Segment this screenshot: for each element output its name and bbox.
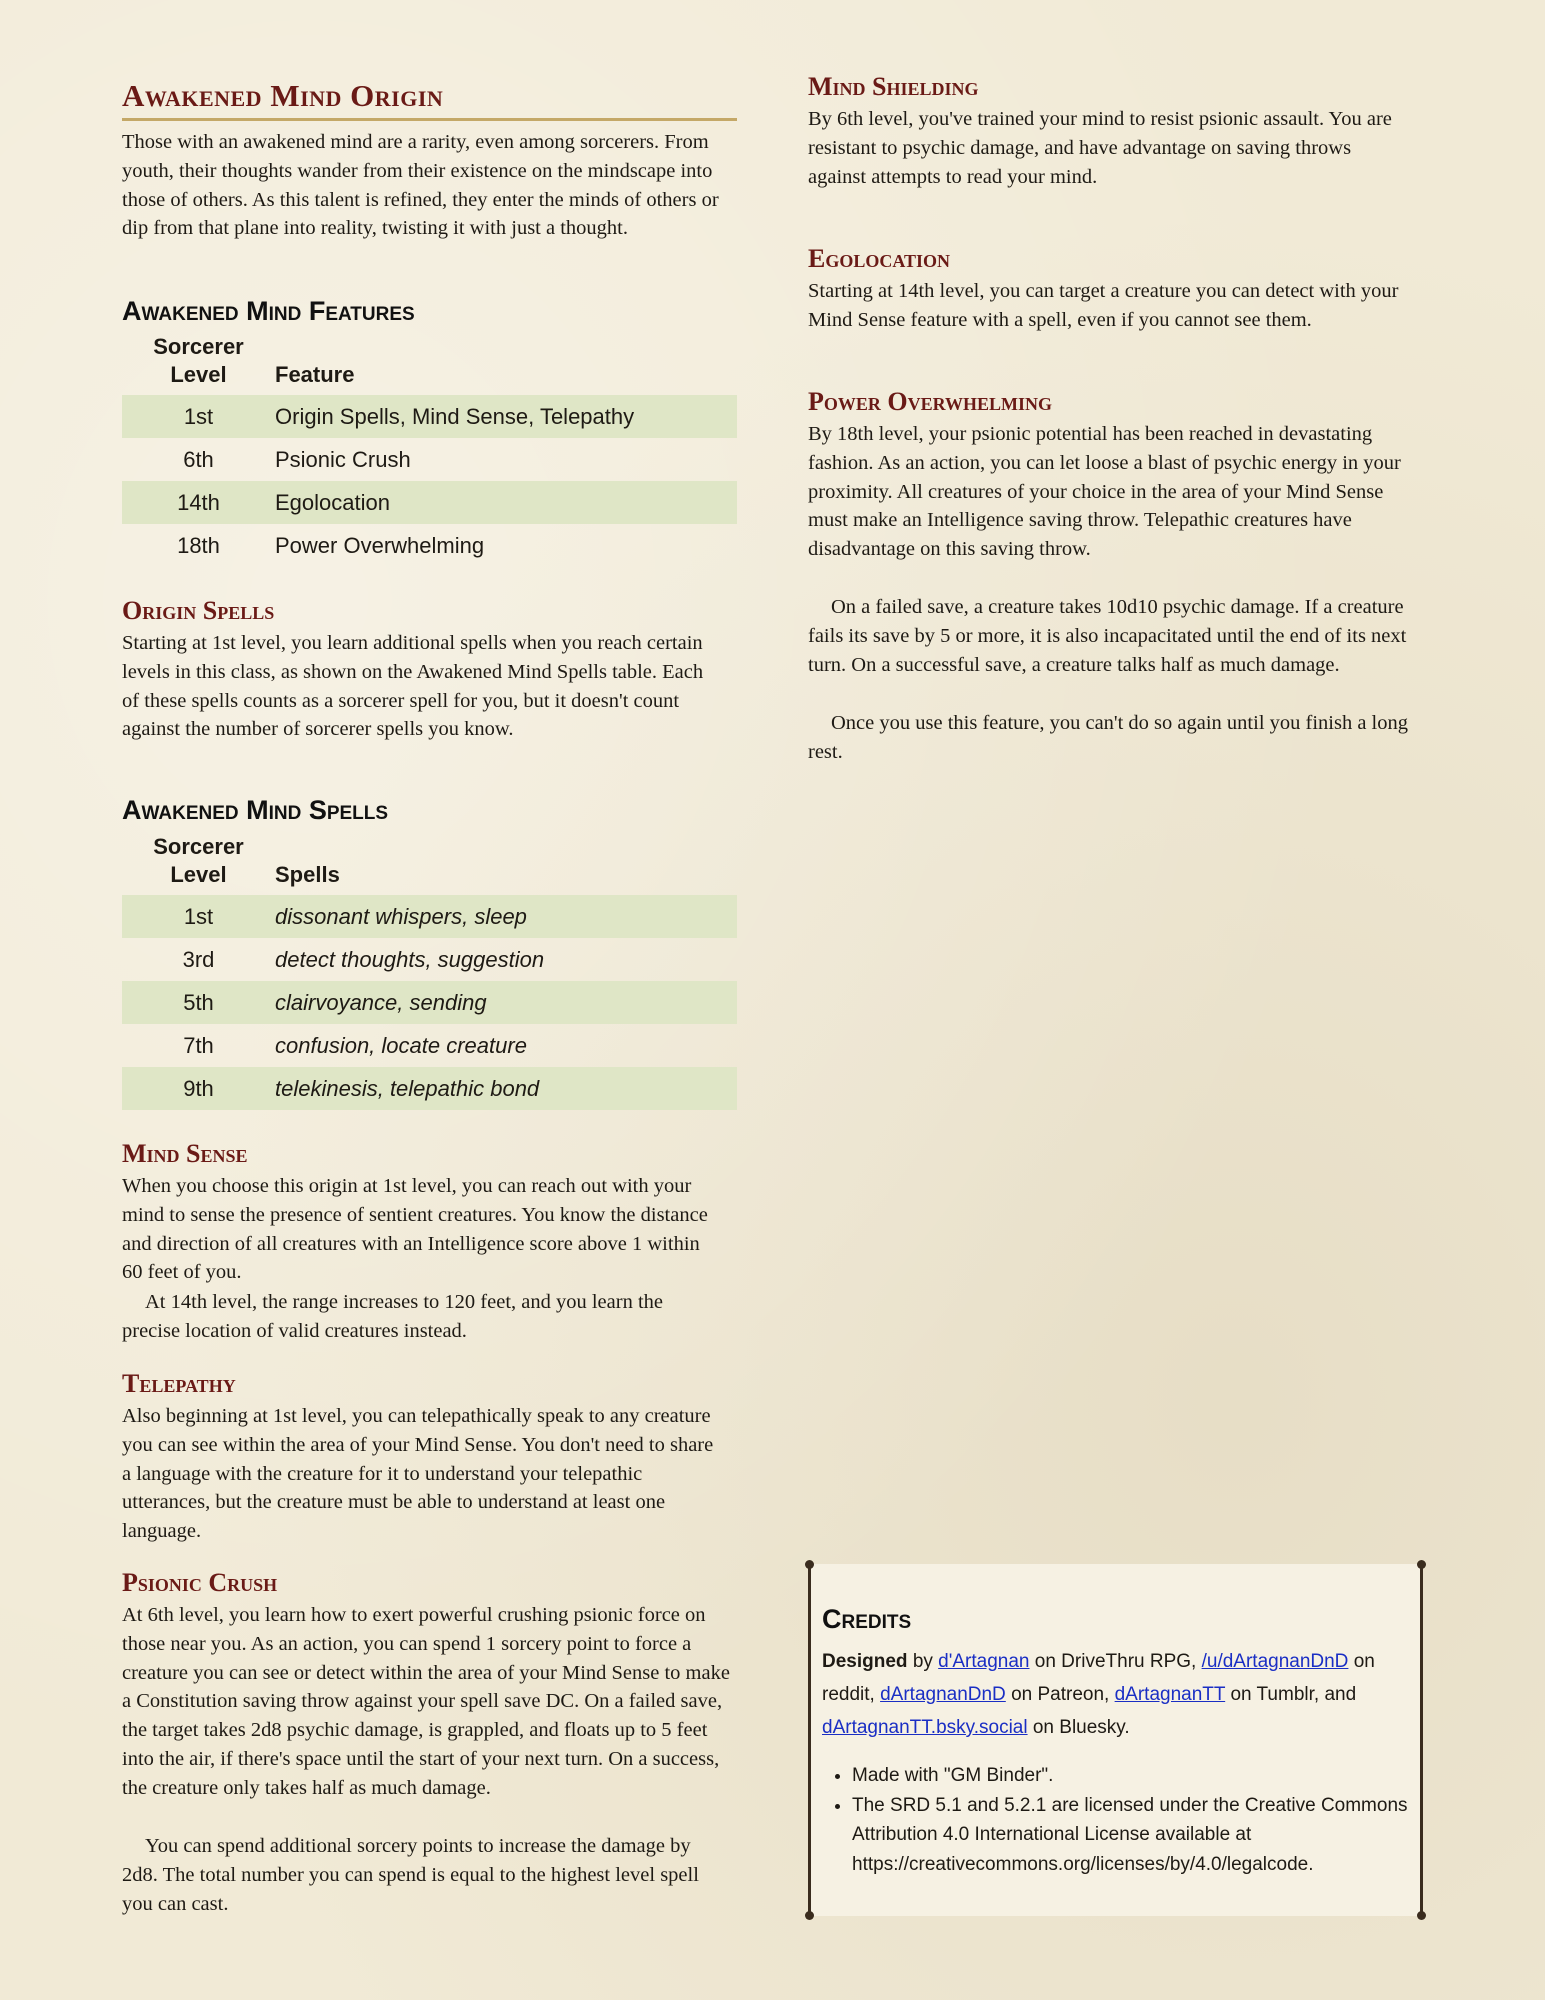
dartagnan-link[interactable]: d'Artagnan — [938, 1651, 1030, 1672]
table-row — [122, 395, 737, 438]
credits-text-span: on reddit, — [822, 1651, 1375, 1705]
credits-text-span: on Tumblr, — [1230, 1684, 1320, 1705]
egolocation-text: Starting at 14th level, you can target a creature you can detect with your Mind Sense feature with a spell, even if you cannot see them. — [808, 280, 1399, 331]
credits-list — [822, 1761, 1442, 1879]
rail-cap — [1417, 1560, 1426, 1569]
telepathy-text: Also beginning at 1st level, you can telepathically speak to any creature you can see within the area of your Mind Sense. You don't need to share a language with the creature for it to understand your telepathic utterances, but the creature must be able to understand at least one language. — [122, 1405, 714, 1543]
cell-level: 9th — [122, 1067, 275, 1110]
power-overwhelming-heading: Power Overwhelming — [808, 387, 1052, 416]
cell-spells: confusion, locate creature — [275, 1032, 527, 1058]
credits-text-span: and — [1324, 1684, 1357, 1705]
credits-left-rail — [808, 1564, 811, 1916]
mind-sense-text-2: At 14th level, the range increases to 120 feet, and you learn the precise location of valid creatures instead. — [122, 1291, 664, 1342]
cell-level: 1st — [122, 395, 275, 438]
cell-level: 14th — [122, 481, 275, 524]
col-header-feature: Feature — [275, 362, 355, 387]
egolocation-heading: Egolocation — [808, 244, 951, 273]
cell-spells: dissonant whispers, sleep — [275, 895, 737, 938]
credits-text — [822, 1645, 1412, 1744]
reddit-link[interactable]: /u/dArtagnanDnD — [1201, 1651, 1349, 1672]
list-item: • Made with "GM Binder". — [852, 1761, 1442, 1791]
col-header-level: Sorcerer Level — [153, 334, 244, 387]
col-header-spells: Spells — [275, 862, 340, 887]
page-title: Awakened Mind Origin — [122, 78, 737, 121]
table-row — [122, 481, 737, 524]
cell-spells: clairvoyance, sending — [275, 981, 737, 1024]
spells-table — [122, 833, 737, 1110]
table-row — [122, 895, 737, 938]
col-header-level: Sorcerer Level — [153, 834, 244, 887]
psionic-crush-text: At 6th level, you learn how to exert powerful crushing psionic force on those near you. As an action, you can spend 1 sorcery point to force a creature you can see or detect within the area of your Mind Sense to make a Constitution saving throw against your spell save DC. On a failed save, the target takes 2d8 psychic damage, is grappled, and floats up to 5 feet into the air, if there's space until the start of your next turn. On a success, the creature only takes half as much damage. — [122, 1604, 730, 1799]
cell-feature: Power Overwhelming — [275, 532, 485, 558]
features-table-heading: Awakened Mind Features — [122, 296, 415, 326]
intro-paragraph: Those with an awakened mind are a rarity, even among sorcerers. From youth, their thoughts wander from their existence on the mindscape into those of others. As this talent is refined, they enter the minds of others or dip from that plane into reality, twisting it with just a thought. — [122, 131, 719, 240]
credits-text-span: on Patreon, — [1011, 1684, 1110, 1705]
power-overwhelming-text-3: Once you use this feature, you can't do so again until you finish a long rest. — [808, 712, 1409, 763]
list-item: • The SRD 5.1 and 5.2.1 are licensed under the Creative Commons Attribution 4.0 International License available at https://creativecommons.org/licenses/by/4.0/legalcode. — [852, 1791, 1442, 1880]
credits-by: by — [912, 1651, 933, 1672]
table-header-row — [122, 333, 737, 395]
table-row — [122, 938, 737, 981]
cell-feature: Psionic Crush — [275, 446, 411, 472]
credits-box — [808, 1564, 1423, 1916]
table-row — [122, 524, 737, 567]
table-header-row — [122, 833, 737, 895]
cell-level: 3rd — [182, 946, 215, 972]
power-overwhelming-text: By 18th level, your psionic potential has been reached in devastating fashion. As an action, you can let loose a blast of psychic energy in your proximity. All creatures of your choice in the area of your Mind Sense must make an Intelligence saving throw. Telepathic creatures have disadvantage on this saving throw. — [808, 423, 1401, 561]
mind-sense-text: When you choose this origin at 1st level, you can reach out with your mind to sense the presence of sentient creatures. You know the distance and direction of all creatures with an Intelligence score above 1 within 60 feet of you. — [122, 1175, 708, 1284]
power-overwhelming-text-2: On a failed save, a creature takes 10d10 psychic damage. If a creature fails its save by 5 or more, it is also incapacitated until the end of its next turn. On a successful save, a creature talks half as much damage. — [808, 596, 1407, 676]
table-row — [122, 1024, 737, 1067]
credits-text-span: on DriveThru RPG, — [1034, 1651, 1197, 1672]
mind-sense-heading: Mind Sense — [122, 1139, 248, 1168]
cell-level: 5th — [122, 981, 275, 1024]
cell-level: 18th — [177, 532, 220, 558]
cell-feature: Origin Spells, Mind Sense, Telepathy — [275, 395, 737, 438]
psionic-crush-heading: Psionic Crush — [122, 1568, 278, 1597]
rail-cap — [805, 1560, 814, 1569]
rail-cap — [1417, 1911, 1426, 1920]
tumblr-link[interactable]: dArtagnanTT — [1114, 1684, 1226, 1705]
bluesky-link[interactable]: dArtagnanTT.bsky.social — [822, 1717, 1028, 1738]
cell-level: 1st — [122, 895, 275, 938]
origin-spells-heading: Origin Spells — [122, 596, 275, 625]
credits-text-span: on Bluesky. — [1032, 1717, 1130, 1738]
cell-level: 6th — [183, 446, 214, 472]
table-row — [122, 1067, 737, 1110]
designed-label: Designed — [822, 1651, 908, 1672]
psionic-crush-text-2: You can spend additional sorcery points to increase the damage by 2d8. The total number you can spend is equal to the highest level spell you can cast. — [122, 1835, 699, 1915]
mind-shielding-text: By 6th level, you've trained your mind to resist psionic assault. You are resistant to psychic damage, and have advantage on saving throws against attempts to read your mind. — [808, 108, 1392, 188]
cell-spells: telekinesis, telepathic bond — [275, 1067, 737, 1110]
table-row — [122, 981, 737, 1024]
origin-spells-text: Starting at 1st level, you learn additional spells when you reach certain levels in this class, as shown on the Awakened Mind Spells table. Each of these spells counts as a sorcerer spell for you, but it doesn't count against the number of sorcerer spells you know. — [122, 632, 704, 741]
cell-feature: Egolocation — [275, 481, 737, 524]
mind-shielding-heading: Mind Shielding — [808, 72, 979, 101]
cell-spells: detect thoughts, suggestion — [275, 946, 545, 972]
credits-heading: Credits — [822, 1604, 912, 1634]
table-row — [122, 438, 737, 481]
rail-cap — [805, 1911, 814, 1920]
patreon-link[interactable]: dArtagnanDnD — [880, 1684, 1006, 1705]
telepathy-heading: Telepathy — [122, 1369, 236, 1398]
features-table — [122, 333, 737, 567]
cell-level: 7th — [183, 1032, 214, 1058]
spells-table-heading: Awakened Mind Spells — [122, 795, 389, 825]
